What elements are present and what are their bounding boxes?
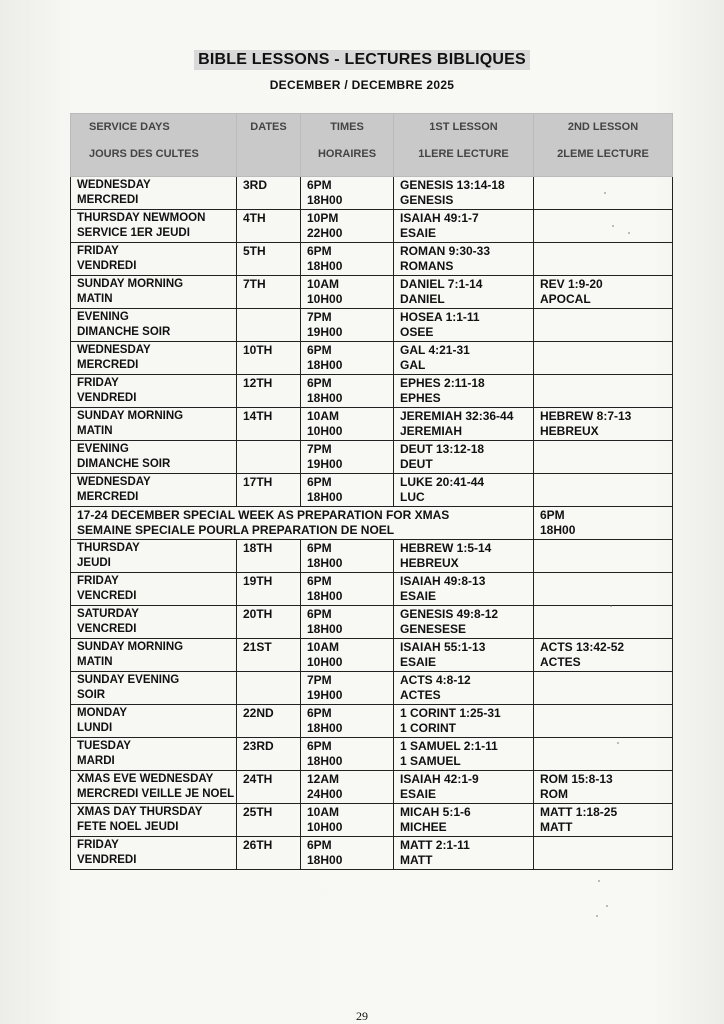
cell-service-day [71,375,237,408]
first-lesson-book: LUC [400,490,425,504]
cell-service-day [71,705,237,738]
cell-second-lesson [534,309,673,342]
header-service-days: SERVICE DAYS JOURS DES CULTES [71,114,237,177]
day-en: TUESDAY [77,740,131,752]
day-fr: LUNDI [77,722,113,734]
cell-date: 24TH [237,771,301,804]
cell-first-lesson [394,705,534,738]
cell-service-day [71,738,237,771]
first-lesson-book: MATT [400,853,433,867]
time-fr: 18H00 [307,391,343,405]
day-fr: VENCREDI [77,623,137,635]
day-en: THURSDAY NEWMOON [77,212,206,224]
first-lesson-book: ESAIE [400,226,437,240]
cell-date: 25TH [237,804,301,837]
cell-date [237,672,301,705]
day-fr: SOIR [77,689,106,701]
cell-times [301,408,394,441]
cell-second-lesson [534,606,673,639]
time-en: 6PM [307,541,332,555]
first-lesson-ref: HOSEA 1:1-11 [400,310,480,324]
second-lesson-ref: HEBREW 8:7-13 [540,409,632,423]
day-fr: MERCREDI [77,194,139,206]
header-second-lesson: 2ND LESSON 2LEME LECTURE [534,114,673,177]
table-row [71,672,673,705]
scan-speck [596,915,598,917]
table-row [71,342,673,375]
cell-service-day [71,342,237,375]
first-lesson-ref: DANIEL 7:1-14 [400,277,483,291]
first-lesson-ref: 1 SAMUEL 2:1-11 [400,739,498,753]
time-fr: 22H00 [307,226,343,240]
cell-first-lesson [394,177,534,210]
day-fr: MERCREDI [77,491,139,503]
first-lesson-ref: ISAIAH 49:1-7 [400,211,479,225]
cell-service-day [71,672,237,705]
table-row [71,210,673,243]
time-en: 6PM [307,244,332,258]
table-row [71,639,673,672]
cell-second-lesson [534,540,673,573]
second-lesson-ref: ROM 15:8-13 [540,772,613,786]
cell-service-day [71,837,237,870]
cell-second-lesson [534,672,673,705]
day-fr: MERCREDI [77,359,139,371]
day-fr: MATIN [77,425,113,437]
day-en: THURSDAY [77,542,140,554]
first-lesson-book: MICHEE [400,820,447,834]
table-row [71,408,673,441]
day-en: SUNDAY MORNING [77,641,184,653]
special-week-time [534,507,673,540]
first-lesson-book: ESAIE [400,787,437,801]
time-en: 6PM [307,838,332,852]
first-lesson-book: 1 SAMUEL [400,754,461,768]
day-en: XMAS EVE WEDNESDAY [77,773,214,785]
cell-times [301,837,394,870]
first-lesson-ref: MICAH 5:1-6 [400,805,471,819]
day-en: MONDAY [77,707,128,719]
cell-second-lesson [534,276,673,309]
first-lesson-book: HEBREUX [400,556,459,570]
cell-second-lesson [534,705,673,738]
cell-date [237,441,301,474]
table-row [71,474,673,507]
first-lesson-book: ACTES [400,688,441,702]
table-row [71,738,673,771]
cell-times [301,672,394,705]
cell-service-day [71,573,237,606]
cell-second-lesson [534,375,673,408]
cell-second-lesson [534,342,673,375]
cell-times [301,276,394,309]
cell-second-lesson [534,177,673,210]
time-en: 10AM [307,805,340,819]
cell-first-lesson [394,804,534,837]
second-lesson-ref: ACTS 13:42-52 [540,640,625,654]
cell-second-lesson [534,408,673,441]
cell-second-lesson [534,639,673,672]
cell-first-lesson [394,441,534,474]
time-en: 12AM [307,772,340,786]
second-lesson-book: APOCAL [540,292,591,306]
table-row [71,540,673,573]
cell-date: 18TH [237,540,301,573]
time-fr: 18H00 [307,193,343,207]
page-title-wrap [0,50,724,70]
time-en: 6PM [307,178,332,192]
special-week-row [71,507,673,540]
first-lesson-book: 1 CORINT [400,721,457,735]
time-en: 7PM [307,310,332,324]
table-header [71,114,673,177]
cell-date: 7TH [237,276,301,309]
cell-first-lesson [394,639,534,672]
cell-service-day [71,309,237,342]
first-lesson-book: ESAIE [400,589,437,603]
scan-speck [598,880,600,882]
cell-date: 19TH [237,573,301,606]
day-fr: DIMANCHE SOIR [77,458,171,470]
cell-first-lesson [394,672,534,705]
table-row [71,606,673,639]
cell-date: 3RD [237,177,301,210]
cell-date: 12TH [237,375,301,408]
day-fr: JEUDI [77,557,111,569]
day-en: WEDNESDAY [77,344,151,356]
time-fr: 10H00 [307,424,343,438]
cell-first-lesson [394,375,534,408]
cell-first-lesson [394,540,534,573]
first-lesson-ref: LUKE 20:41-44 [400,475,485,489]
cell-second-lesson [534,210,673,243]
day-en: FRIDAY [77,575,119,587]
cell-first-lesson [394,342,534,375]
first-lesson-ref: ISAIAH 55:1-13 [400,640,486,654]
time-en: 7PM [307,673,332,687]
cell-service-day [71,771,237,804]
cell-date: 23RD [237,738,301,771]
cell-times [301,573,394,606]
table-row [71,771,673,804]
cell-service-day [71,804,237,837]
time-en: 6PM [307,475,332,489]
cell-service-day [71,177,237,210]
cell-date: 14TH [237,408,301,441]
cell-first-lesson [394,573,534,606]
page-subtitle: DECEMBER / DECEMBRE 2025 [269,78,455,92]
special-time-en: 6PM [540,508,565,522]
time-fr: 19H00 [307,688,343,702]
time-fr: 18H00 [307,622,343,636]
cell-first-lesson [394,606,534,639]
cell-service-day [71,408,237,441]
cell-first-lesson [394,771,534,804]
time-fr: 18H00 [307,589,343,603]
second-lesson-book: ACTES [540,655,581,669]
cell-service-day [71,639,237,672]
cell-second-lesson [534,771,673,804]
scan-speck [628,232,630,234]
day-en: WEDNESDAY [77,179,151,191]
cell-date: 22ND [237,705,301,738]
special-time-fr: 18H00 [540,523,576,537]
cell-date: 21ST [237,639,301,672]
day-en: FRIDAY [77,245,119,257]
cell-service-day [71,210,237,243]
first-lesson-book: ROMANS [400,259,454,273]
table-row [71,276,673,309]
time-en: 6PM [307,706,332,720]
time-fr: 10H00 [307,655,343,669]
cell-date: 10TH [237,342,301,375]
cell-times [301,804,394,837]
day-en: SUNDAY MORNING [77,278,184,290]
cell-times [301,177,394,210]
day-fr: DIMANCHE SOIR [77,326,171,338]
scan-speck [617,742,619,744]
cell-times [301,606,394,639]
table-row [71,177,673,210]
day-en: FRIDAY [77,377,119,389]
day-fr: MERCREDI VEILLE JE NOEL [77,788,235,800]
cell-second-lesson [534,804,673,837]
cell-service-day [71,606,237,639]
cell-date: 26TH [237,837,301,870]
scan-speck [610,605,612,607]
cell-second-lesson [534,738,673,771]
cell-first-lesson [394,210,534,243]
first-lesson-ref: HEBREW 1:5-14 [400,541,492,555]
time-en: 6PM [307,739,332,753]
header-first-lesson: 1ST LESSON 1LERE LECTURE [394,114,534,177]
time-fr: 18H00 [307,259,343,273]
time-fr: 19H00 [307,325,343,339]
day-en: SUNDAY MORNING [77,410,184,422]
time-fr: 18H00 [307,358,343,372]
time-fr: 24H00 [307,787,343,801]
first-lesson-ref: DEUT 13:12-18 [400,442,485,456]
first-lesson-ref: MATT 2:1-11 [400,838,470,852]
table-row [71,705,673,738]
scan-speck [606,905,608,907]
table-row [71,573,673,606]
cell-service-day [71,540,237,573]
first-lesson-ref: ISAIAH 42:1-9 [400,772,479,786]
cell-times [301,309,394,342]
time-en: 6PM [307,574,332,588]
day-en: WEDNESDAY [77,476,151,488]
day-fr: VENDREDI [77,260,137,272]
second-lesson-book: MATT [540,820,573,834]
cell-times [301,540,394,573]
table-row [71,837,673,870]
day-fr: VENDREDI [77,854,137,866]
time-en: 7PM [307,442,332,456]
cell-first-lesson [394,276,534,309]
table-row [71,375,673,408]
first-lesson-ref: ACTS 4:8-12 [400,673,471,687]
page-title: BIBLE LESSONS - LECTURES BIBLIQUES [194,50,530,70]
first-lesson-book: GAL [400,358,426,372]
first-lesson-ref: ISAIAH 49:8-13 [400,574,486,588]
second-lesson-ref: REV 1:9-20 [540,277,603,291]
table-row [71,243,673,276]
cell-times [301,771,394,804]
first-lesson-book: OSEE [400,325,434,339]
first-lesson-book: JEREMIAH [400,424,463,438]
time-fr: 18H00 [307,853,343,867]
cell-first-lesson [394,408,534,441]
time-en: 6PM [307,607,332,621]
time-en: 10AM [307,277,340,291]
first-lesson-book: GENESIS [400,193,454,207]
second-lesson-ref: MATT 1:18-25 [540,805,618,819]
cell-times [301,342,394,375]
time-fr: 18H00 [307,490,343,504]
cell-date: 4TH [237,210,301,243]
second-lesson-book: HEBREUX [540,424,599,438]
day-fr: FETE NOEL JEUDI [77,821,179,833]
cell-service-day [71,441,237,474]
day-fr: MATIN [77,656,113,668]
cell-service-day [71,276,237,309]
day-fr: MATIN [77,293,113,305]
cell-first-lesson [394,474,534,507]
cell-times [301,639,394,672]
cell-service-day [71,243,237,276]
day-en: EVENING [77,443,129,455]
cell-service-day [71,474,237,507]
first-lesson-ref: ROMAN 9:30-33 [400,244,491,258]
cell-first-lesson [394,837,534,870]
cell-times [301,210,394,243]
time-en: 10PM [307,211,339,225]
day-en: FRIDAY [77,839,119,851]
cell-times [301,705,394,738]
time-fr: 18H00 [307,721,343,735]
first-lesson-ref: GAL 4:21-31 [400,343,470,357]
cell-times [301,375,394,408]
day-en: EVENING [77,311,129,323]
time-en: 10AM [307,409,340,423]
table-row [71,309,673,342]
scan-speck [604,192,606,194]
cell-second-lesson [534,243,673,276]
special-week-fr: SEMAINE SPECIALE POURLA PREPARATION DE NOEL [77,523,395,537]
cell-date: 17TH [237,474,301,507]
time-fr: 18H00 [307,556,343,570]
time-fr: 18H00 [307,754,343,768]
special-week-text [71,507,534,540]
lessons-table [70,113,673,870]
cell-second-lesson [534,573,673,606]
first-lesson-ref: EPHES 2:11-18 [400,376,485,390]
scan-speck [612,225,614,227]
second-lesson-book: ROM [540,787,568,801]
day-fr: VENCREDI [77,590,137,602]
first-lesson-ref: JEREMIAH 32:36-44 [400,409,514,423]
first-lesson-book: EPHES [400,391,441,405]
day-fr: VENDREDI [77,392,137,404]
cell-date: 20TH [237,606,301,639]
first-lesson-ref: 1 CORINT 1:25-31 [400,706,501,720]
cell-first-lesson [394,243,534,276]
cell-second-lesson [534,837,673,870]
time-en: 6PM [307,376,332,390]
cell-times [301,474,394,507]
first-lesson-ref: GENESIS 13:14-18 [400,178,505,192]
page-number: 29 [356,1009,368,1023]
table-row [71,441,673,474]
special-week-en: 17-24 DECEMBER SPECIAL WEEK AS PREPARATION FOR XMAS [77,508,450,522]
table-body [71,177,673,870]
first-lesson-ref: GENESIS 49:8-12 [400,607,499,621]
header-times: TIMES HORAIRES [301,114,394,177]
table-row [71,804,673,837]
cell-first-lesson [394,738,534,771]
time-fr: 10H00 [307,292,343,306]
cell-times [301,738,394,771]
day-en: XMAS DAY THURSDAY [77,806,203,818]
first-lesson-book: ESAIE [400,655,437,669]
cell-date: 5TH [237,243,301,276]
cell-second-lesson [534,474,673,507]
first-lesson-book: DANIEL [400,292,445,306]
first-lesson-book: DEUT [400,457,433,471]
day-fr: MARDI [77,755,115,767]
first-lesson-book: GENESESE [400,622,467,636]
time-fr: 10H00 [307,820,343,834]
day-fr: SERVICE 1ER JEUDI [77,227,190,239]
day-en: SATURDAY [77,608,139,620]
cell-second-lesson [534,441,673,474]
cell-first-lesson [394,309,534,342]
cell-date [237,309,301,342]
cell-times [301,243,394,276]
day-en: SUNDAY EVENING [77,674,180,686]
time-en: 6PM [307,343,332,357]
time-fr: 19H00 [307,457,343,471]
cell-times [301,441,394,474]
header-dates: DATES [237,114,301,177]
time-en: 10AM [307,640,340,654]
